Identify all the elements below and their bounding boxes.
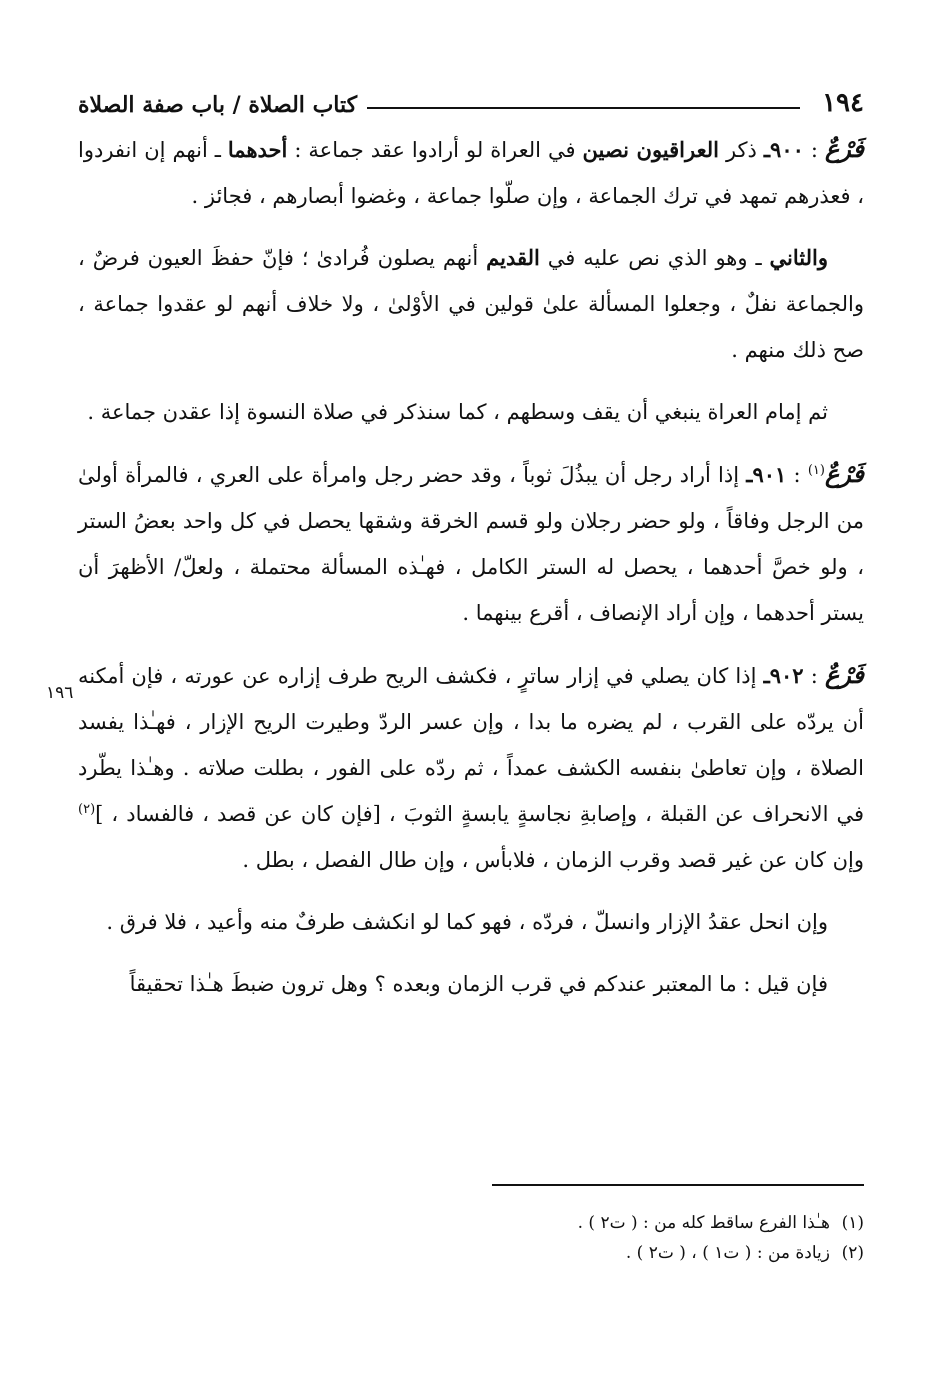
- text-segment: إذا كان يصلي في إزار ساترٍ ، فكشف الريح طرف إزاره عن عورته ، فإن أمكنه أن يردّه على القرب ، لم يضره ما بدا ، وإن عسر الردّ وطيرت الريح الإزار ، فهـٰذا يفسد الصلاة ، وإن تعاطىٰ بنفسه الكشف عمداً ، ثم ردّه على الفور ، بطلت صلاته . وهـٰذا يطّرد في الانحراف عن القبلة ، وإصابةِ نجاسةٍ يابسةٍ الثوبَ ، [فإن كان عن قصد ، فالفساد ، ]: [78, 664, 864, 826]
- text-segment: ـ أنهم إن انفردوا ، فعذرهم تمهد في ترك الجماعة ، وإن صلّوا جماعة ، وغضوا أبصارهم ، فجائز .: [78, 138, 864, 208]
- text-segment: في العراة لو أرادوا عقد جماعة :: [287, 138, 583, 162]
- issue-number: ٩٠٠ـ: [763, 137, 804, 162]
- colon: :: [803, 138, 825, 162]
- bold-term: أحدهما: [227, 137, 288, 162]
- far-label: فَرْعٌ: [824, 459, 864, 488]
- colon: :: [803, 664, 825, 688]
- page-header: [78, 78, 864, 118]
- paragraph-izar: [78, 899, 864, 945]
- far-label: فَرْعٌ: [824, 134, 864, 163]
- text-segment: إذا أراد رجل أن يبذُلَ ثوباً ، وقد حضر رجل وامرأة على العري ، فالمرأة أولىٰ من الرجل وفاقاً ، ولو حضر رجلان ولو قسم الخرقة وشقها يحصل في كل واحد بعضُ الستر ، ولو خصَّ أحدهما ، يحصل له الستر الكامل ، فهـٰذه المسألة محتملة ، ولعلّ/ الأظهرَ أن يستر أحدهما ، وإن أراد الإنصاف ، أقرع بينهما .: [78, 463, 864, 625]
- bold-term: العراقيون نصين: [582, 137, 719, 162]
- issue-number: ٩٠١ـ: [746, 462, 787, 487]
- issue-number: ٩٠٢ـ: [763, 663, 804, 688]
- footnote-text: هـٰذا الفرع ساقط كله من : ( ت٢ ) .: [577, 1213, 830, 1233]
- manuscript-margin-note: ١٩٦: [46, 683, 74, 703]
- footnote-mark: (١): [841, 1213, 864, 1233]
- bold-term: القديم: [486, 245, 540, 270]
- running-title: كتاب الصلاة / باب صفة الصلاة: [78, 92, 358, 118]
- footnote-item: [78, 1238, 864, 1268]
- paragraph-second-opinion: [78, 235, 864, 373]
- text-segment: ثم إمام العراة ينبغي أن يقف وسطهم ، كما سنذكر في صلاة النسوة إذا عقدن جماعة .: [87, 400, 828, 424]
- text-segment: أنهم يصلون فُرادىٰ ؛ فإنّ حفظَ العيون فرضٌ ، والجماعة نفلٌ ، وجعلوا المسألة علىٰ قولين في الأوْلىٰ ، ولا خلاف أنهم لو عقدوا جماعة ، صح ذلك منهم .: [78, 246, 864, 362]
- text-segment: ذكر: [718, 138, 764, 162]
- text-segment: وإن انحل عقدُ الإزار وانسلّ ، فردّه ، فهو كما لو انكشف طرفٌ منه وأعيد ، فلا فرق .: [106, 910, 828, 934]
- footnote-text: زيادة من : ( ت١ ) ، ( ت٢ ) .: [625, 1243, 830, 1263]
- footnote-ref: (١): [807, 463, 825, 478]
- paragraph-902: [78, 652, 864, 883]
- footnote-mark: (٢): [841, 1243, 864, 1263]
- text-segment: فإن قيل : ما المعتبر عندكم في قرب الزمان وبعده ؟ وهل ترون ضبطَ هـٰذا تحقيقاً: [129, 972, 828, 996]
- main-text: [78, 126, 864, 1023]
- paragraph-question: [78, 961, 864, 1007]
- footnotes: [78, 1208, 864, 1268]
- paragraph-901: [78, 451, 864, 636]
- paragraph-imam: [78, 389, 864, 435]
- paragraph-900: [78, 126, 864, 219]
- header-rule: [367, 107, 800, 109]
- page-number: ١٩٤: [822, 88, 864, 118]
- footnote-ref: (٢): [78, 802, 96, 817]
- text-segment: وإن كان عن غير قصد وقرب الزمان ، فلابأس ، وإن طال الفصل ، بطل .: [242, 848, 864, 872]
- colon: :: [786, 463, 808, 487]
- footnote-divider: [492, 1184, 864, 1186]
- bold-term: والثاني: [769, 245, 829, 270]
- footnote-item: [78, 1208, 864, 1238]
- far-label: فَرْعٌ: [824, 660, 864, 689]
- text-segment: ـ وهو الذي نص عليه في: [539, 246, 770, 270]
